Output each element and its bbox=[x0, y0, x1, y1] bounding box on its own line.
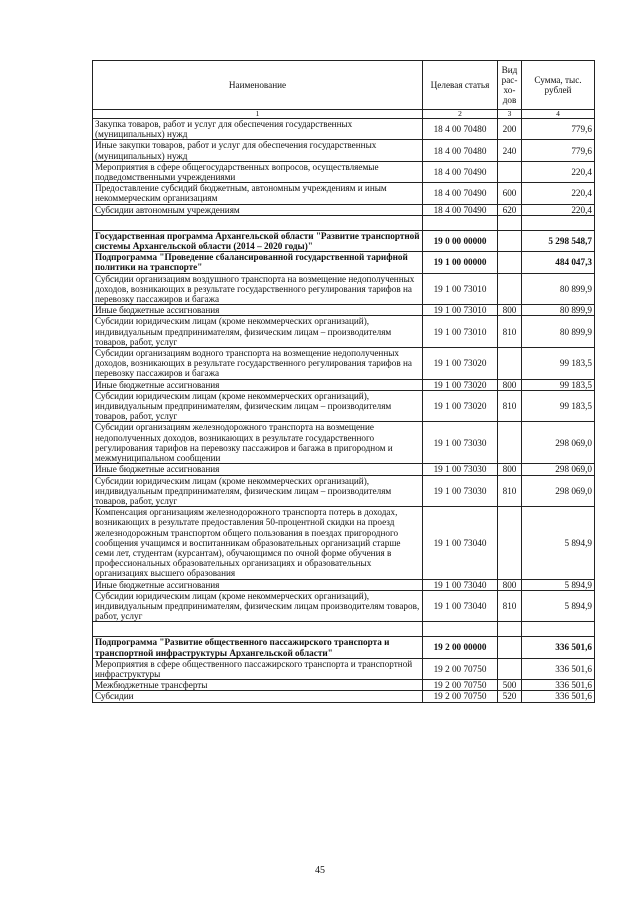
spacer-cell bbox=[93, 215, 423, 230]
column-number: 4 bbox=[522, 110, 595, 119]
row-sum: 5 894,9 bbox=[522, 507, 595, 579]
row-code: 19 1 00 73020 bbox=[423, 390, 498, 422]
row-vid: 810 bbox=[498, 590, 522, 622]
row-vid bbox=[498, 422, 522, 464]
row-code: 19 1 00 73010 bbox=[423, 273, 498, 305]
table-row bbox=[93, 475, 595, 507]
header-code: Целевая статья bbox=[423, 61, 498, 110]
row-name: Субсидии автономным учреждениям bbox=[93, 204, 423, 215]
row-sum: 99 183,5 bbox=[522, 379, 595, 390]
row-name: Государственная программа Архангельской области "Развитие транспортной системы Архангельской области (2014 – 2020 годы)" bbox=[93, 230, 423, 251]
row-sum: 80 899,9 bbox=[522, 316, 595, 348]
table-row bbox=[93, 316, 595, 348]
row-name: Субсидии организациям водного транспорта на возмещение недополученных доходов, возникающих в результате государственного регулирования тарифов на перевозку пассажиров и багажа bbox=[93, 348, 423, 380]
spacer-row bbox=[93, 215, 595, 230]
row-name: Субсидии юридическим лицам (кроме некоммерческих организаций), индивидуальным предпринимателям, физическим лицам – производителям товаров, работ, услуг bbox=[93, 475, 423, 507]
row-vid: 810 bbox=[498, 316, 522, 348]
row-sum: 298 069,0 bbox=[522, 464, 595, 475]
table-row bbox=[93, 305, 595, 316]
row-name: Субсидии организациям воздушного транспорта на возмещение недополученных доходов, возникающих в результате государственного регулирования тарифов на перевозку пассажиров и багажа bbox=[93, 273, 423, 305]
row-name: Субсидии юридическим лицам (кроме некоммерческих организаций), индивидуальным предпринимателям, физическим лицам производителям товаров, работ, услуг bbox=[93, 590, 423, 622]
row-vid bbox=[498, 348, 522, 380]
row-code: 19 1 00 73030 bbox=[423, 422, 498, 464]
header-name: Наименование bbox=[93, 61, 423, 110]
row-sum: 336 501,6 bbox=[522, 658, 595, 679]
spacer-cell bbox=[423, 622, 498, 637]
row-sum: 220,4 bbox=[522, 204, 595, 215]
row-sum: 5 298 548,7 bbox=[522, 230, 595, 251]
row-vid bbox=[498, 230, 522, 251]
row-code: 19 2 00 00000 bbox=[423, 637, 498, 658]
row-vid: 810 bbox=[498, 390, 522, 422]
row-sum: 779,6 bbox=[522, 119, 595, 140]
column-number: 1 bbox=[93, 110, 423, 119]
table-row bbox=[93, 507, 595, 579]
column-number: 2 bbox=[423, 110, 498, 119]
header-vid: Вид рас-хо-дов bbox=[498, 61, 522, 110]
table-row bbox=[93, 140, 595, 161]
table-row bbox=[93, 119, 595, 140]
row-sum: 80 899,9 bbox=[522, 273, 595, 305]
row-name: Мероприятия в сфере общегосударственных вопросов, осуществляемые подведомственными учреждениями bbox=[93, 161, 423, 182]
spacer-cell bbox=[498, 215, 522, 230]
spacer-cell bbox=[522, 622, 595, 637]
row-code: 19 1 00 73020 bbox=[423, 379, 498, 390]
header-row bbox=[93, 61, 595, 110]
header-sum: Сумма, тыс. рублей bbox=[522, 61, 595, 110]
row-name: Субсидии юридическим лицам (кроме некоммерческих организаций), индивидуальным предпринимателям, физическим лицам – производителям товаров, работ, услуг bbox=[93, 390, 423, 422]
table-row bbox=[93, 204, 595, 215]
row-code: 19 1 00 73030 bbox=[423, 475, 498, 507]
row-code: 19 1 00 73040 bbox=[423, 507, 498, 579]
row-vid bbox=[498, 273, 522, 305]
row-vid: 800 bbox=[498, 579, 522, 590]
row-name: Субсидии организациям железнодорожного транспорта на возмещение недополученных доходов, возникающих в результате государственного регулирования тарифов на перевозку пассажиров и багажа в пригородном и межмуниципальном сообщении bbox=[93, 422, 423, 464]
row-vid bbox=[498, 252, 522, 273]
row-vid: 800 bbox=[498, 464, 522, 475]
row-vid bbox=[498, 637, 522, 658]
row-name: Иные бюджетные ассигнования bbox=[93, 579, 423, 590]
row-sum: 336 501,6 bbox=[522, 691, 595, 702]
spacer-cell bbox=[522, 215, 595, 230]
row-sum: 484 047,3 bbox=[522, 252, 595, 273]
row-sum: 298 069,0 bbox=[522, 422, 595, 464]
row-vid: 520 bbox=[498, 691, 522, 702]
row-name: Мероприятия в сфере общественного пассажирского транспорта и транспортной инфраструктуры bbox=[93, 658, 423, 679]
table-row bbox=[93, 273, 595, 305]
column-number-row bbox=[93, 110, 595, 119]
table-row bbox=[93, 680, 595, 691]
row-sum: 336 501,6 bbox=[522, 680, 595, 691]
table-row bbox=[93, 590, 595, 622]
row-name: Подпрограмма "Проведение сбалансированной государственной тарифной политики на транспорте" bbox=[93, 252, 423, 273]
row-code: 19 2 00 70750 bbox=[423, 691, 498, 702]
row-code: 19 1 00 73040 bbox=[423, 579, 498, 590]
row-vid: 810 bbox=[498, 475, 522, 507]
row-vid: 240 bbox=[498, 140, 522, 161]
spacer-cell bbox=[93, 622, 423, 637]
row-code: 18 4 00 70490 bbox=[423, 183, 498, 204]
spacer-row bbox=[93, 622, 595, 637]
table-row bbox=[93, 183, 595, 204]
row-code: 19 2 00 70750 bbox=[423, 658, 498, 679]
row-sum: 220,4 bbox=[522, 183, 595, 204]
row-name: Субсидии юридическим лицам (кроме некоммерческих организаций), индивидуальным предпринимателям, физическим лицам – производителям товаров, работ, услуг bbox=[93, 316, 423, 348]
table-row bbox=[93, 379, 595, 390]
row-code: 19 1 00 73010 bbox=[423, 305, 498, 316]
row-sum: 220,4 bbox=[522, 161, 595, 182]
table-row bbox=[93, 422, 595, 464]
column-number: 3 bbox=[498, 110, 522, 119]
table-row bbox=[93, 691, 595, 702]
row-code: 19 1 00 73020 bbox=[423, 348, 498, 380]
row-code: 19 1 00 73040 bbox=[423, 590, 498, 622]
row-name: Предоставление субсидий бюджетным, автономным учреждениям и иным некоммерческим организациям bbox=[93, 183, 423, 204]
row-code: 18 4 00 70490 bbox=[423, 204, 498, 215]
row-vid bbox=[498, 507, 522, 579]
table-row bbox=[93, 464, 595, 475]
row-sum: 5 894,9 bbox=[522, 579, 595, 590]
row-vid: 800 bbox=[498, 379, 522, 390]
row-vid: 800 bbox=[498, 305, 522, 316]
row-sum: 298 069,0 bbox=[522, 475, 595, 507]
row-name: Субсидии bbox=[93, 691, 423, 702]
table-row bbox=[93, 579, 595, 590]
row-code: 18 4 00 70480 bbox=[423, 119, 498, 140]
program-row bbox=[93, 637, 595, 658]
row-code: 19 1 00 73030 bbox=[423, 464, 498, 475]
row-code: 18 4 00 70480 bbox=[423, 140, 498, 161]
row-code: 19 1 00 00000 bbox=[423, 252, 498, 273]
row-vid: 600 bbox=[498, 183, 522, 204]
table-row bbox=[93, 348, 595, 380]
row-name: Закупка товаров, работ и услуг для обеспечения государственных (муниципальных) нужд bbox=[93, 119, 423, 140]
row-name: Иные бюджетные ассигнования bbox=[93, 464, 423, 475]
row-name: Иные бюджетные ассигнования bbox=[93, 305, 423, 316]
row-name: Иные закупки товаров, работ и услуг для обеспечения государственных (муниципальных) нужд bbox=[93, 140, 423, 161]
row-vid: 620 bbox=[498, 204, 522, 215]
row-name: Компенсация организациям железнодорожного транспорта потерь в доходах, возникающих в результате предоставления 50-процентной скидки на проезд железнодорожным транспортом общего пользования в поездах пригородного сообщения учащимся и воспитанникам образовательных организаций старше семи лет, студентам (курсантам), обучающимся по очной форме обучения в профессиональных образовательных организациях и образовательных организациях высшего образования bbox=[93, 507, 423, 579]
program-row bbox=[93, 230, 595, 251]
row-sum: 779,6 bbox=[522, 140, 595, 161]
table-row bbox=[93, 161, 595, 182]
spacer-cell bbox=[423, 215, 498, 230]
program-row bbox=[93, 252, 595, 273]
row-vid bbox=[498, 658, 522, 679]
table-row bbox=[93, 658, 595, 679]
page-number: 45 bbox=[315, 865, 325, 876]
row-code: 19 0 00 00000 bbox=[423, 230, 498, 251]
row-name: Подпрограмма "Развитие общественного пассажирского транспорта и транспортной инфраструктуры Архангельской области" bbox=[93, 637, 423, 658]
row-vid bbox=[498, 161, 522, 182]
row-code: 19 2 00 70750 bbox=[423, 680, 498, 691]
row-code: 19 1 00 73010 bbox=[423, 316, 498, 348]
row-sum: 99 183,5 bbox=[522, 348, 595, 380]
row-sum: 80 899,9 bbox=[522, 305, 595, 316]
row-sum: 99 183,5 bbox=[522, 390, 595, 422]
row-vid: 500 bbox=[498, 680, 522, 691]
spacer-cell bbox=[498, 622, 522, 637]
row-vid: 200 bbox=[498, 119, 522, 140]
budget-table bbox=[92, 60, 595, 703]
row-name: Межбюджетные трансферты bbox=[93, 680, 423, 691]
row-name: Иные бюджетные ассигнования bbox=[93, 379, 423, 390]
row-code: 18 4 00 70490 bbox=[423, 161, 498, 182]
row-sum: 5 894,9 bbox=[522, 590, 595, 622]
row-sum: 336 501,6 bbox=[522, 637, 595, 658]
table-row bbox=[93, 390, 595, 422]
